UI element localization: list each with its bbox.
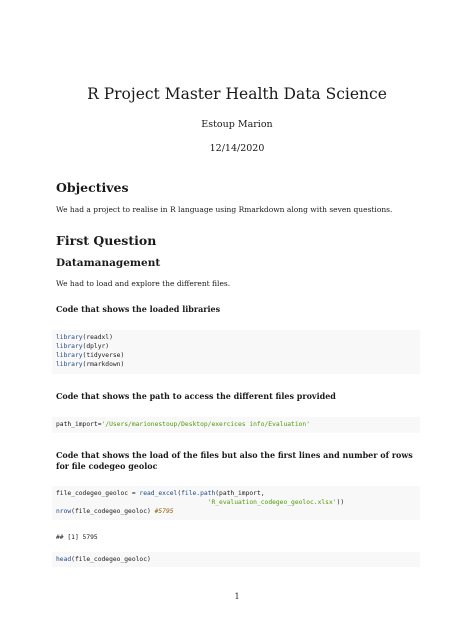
- code-line: library(tidyverse): [56, 352, 125, 359]
- code-block-load: file_codegeo_geoloc = read_excel(file.path(path_import, 'R_evaluation_codegeo_geoloc.xlsx')) nrow(file_codegeo_geoloc) #5795: [52, 486, 420, 520]
- document-author: Estoup Marion: [201, 119, 273, 130]
- document-title: R Project Master Health Data Science: [87, 85, 387, 103]
- code-block-path: path_import='/Users/marionestoup/Desktop/exercices info/Evaluation': [52, 417, 420, 433]
- code-block-libraries: [52, 330, 420, 374]
- document-date: 12/14/2020: [209, 143, 265, 154]
- code-line: library(dplyr): [56, 343, 110, 350]
- datamanagement-text: We had to load and explore the different files.: [56, 279, 231, 288]
- path-heading: Code that shows the path to access the different files provided: [56, 391, 336, 401]
- objectives-text: We had a project to realise in R language using Rmarkdown along with seven questions.: [56, 205, 393, 214]
- code-block-head: head(file_codegeo_geoloc): [52, 552, 420, 567]
- load-heading: Code that shows the load of the files but also the first lines and number of rows for file codegeo geoloc: [56, 450, 413, 471]
- subsection-heading-datamanagement: Datamanagement: [56, 257, 161, 269]
- section-heading-first-question: First Question: [56, 233, 157, 248]
- section-heading-objectives: Objectives: [56, 180, 129, 195]
- code-output: ## [1] 5795: [56, 534, 98, 541]
- page-number: 1: [234, 592, 240, 601]
- code-line: library(rmarkdown): [56, 361, 125, 368]
- code-line: library(readxl): [56, 334, 113, 341]
- libraries-heading: Code that shows the loaded libraries: [56, 304, 221, 314]
